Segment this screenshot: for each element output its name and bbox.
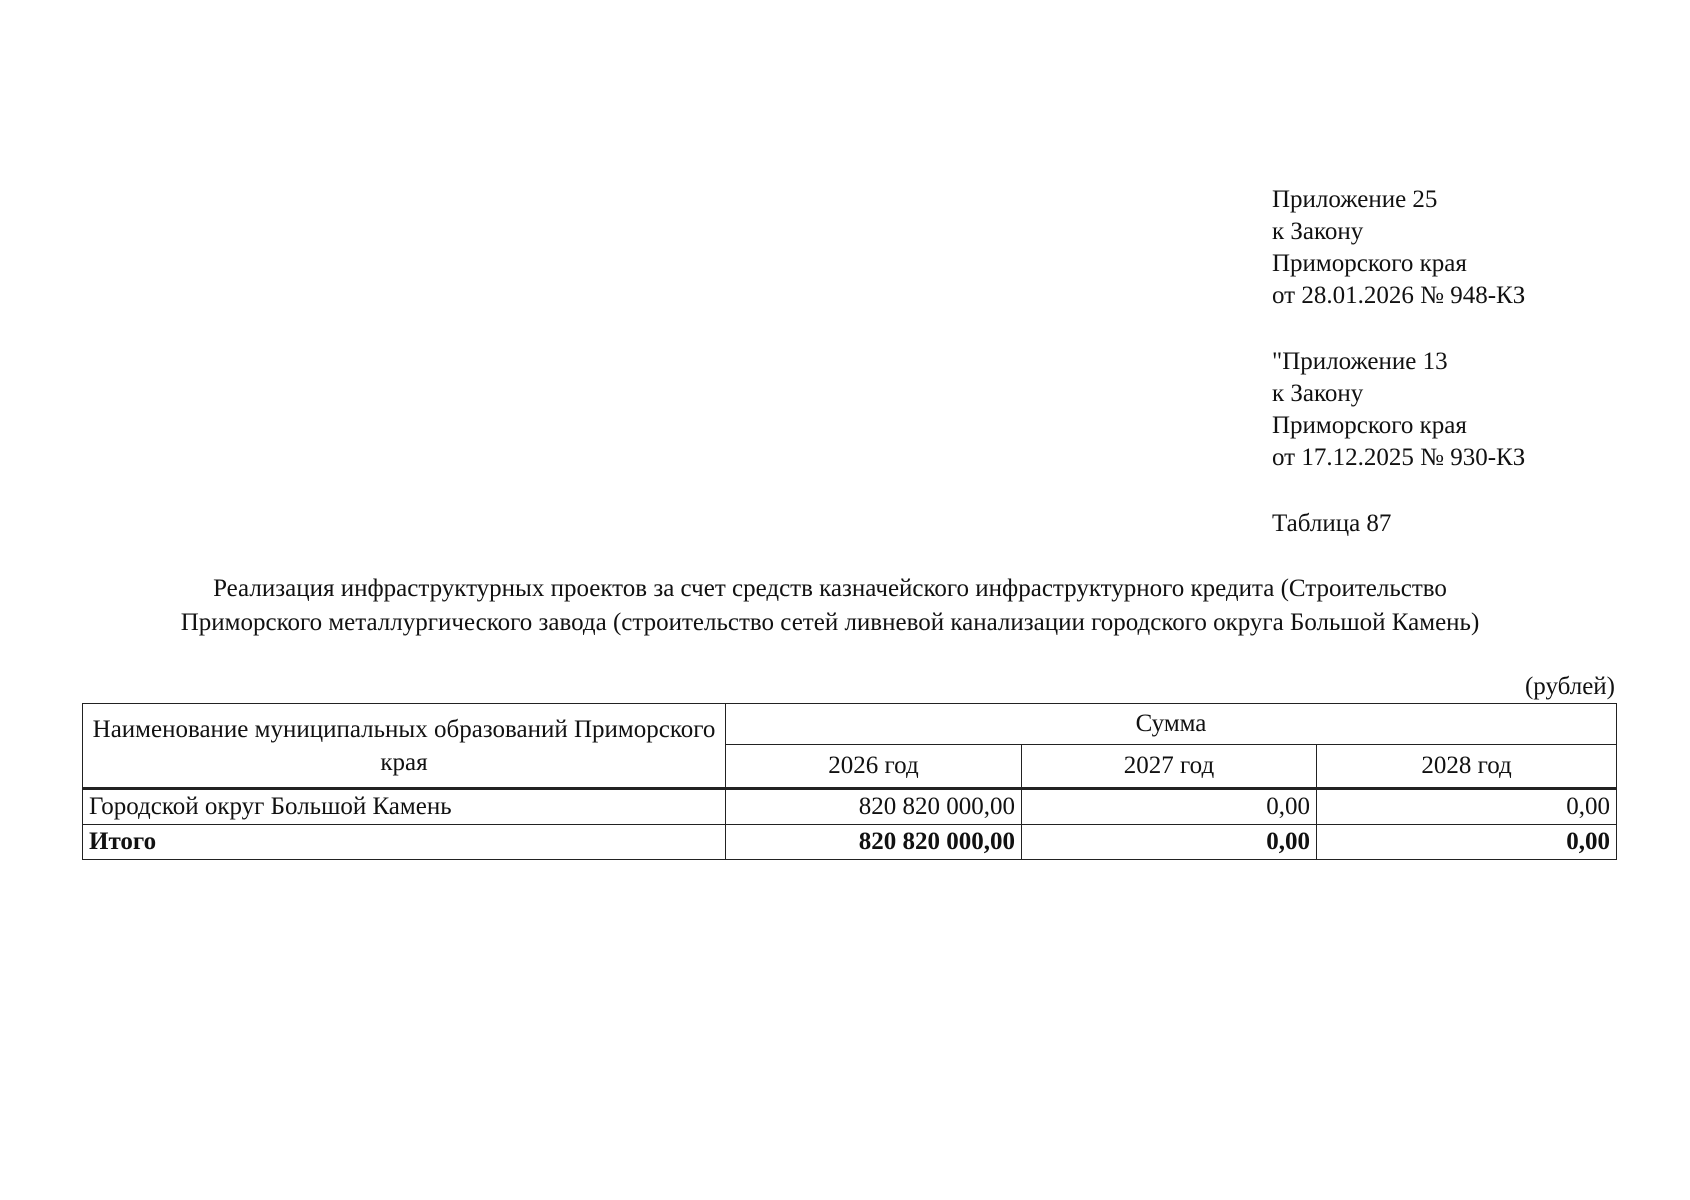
appendix-title: Приложение 25 [1272, 186, 1438, 213]
total-value-2026: 820 820 000,00 [726, 825, 1022, 860]
appendix-date-line: от 17.12.2025 № 930-КЗ [1272, 444, 1526, 471]
title-line-1: Реализация инфраструктурных проектов за счет средств казначейского инфраструктурного кредита (Строительство [213, 575, 1447, 602]
table-number: Таблица 87 [1272, 510, 1392, 537]
appendix-reference-25 [1272, 184, 1525, 312]
table-header-row [83, 704, 1617, 745]
document-title [60, 572, 1600, 640]
row-municipality-name: Городской округ Большой Камень [83, 789, 726, 825]
row-value-2027: 0,00 [1022, 789, 1317, 825]
header-year-2026: 2026 год [726, 745, 1022, 789]
appendix-date-line: от 28.01.2026 № 948-КЗ [1272, 282, 1526, 309]
appendix-region-line: Приморского края [1272, 412, 1467, 439]
total-value-2027: 0,00 [1022, 825, 1317, 860]
header-sum: Сумма [726, 704, 1617, 745]
table-row [83, 789, 1617, 825]
total-value-2028: 0,00 [1317, 825, 1617, 860]
appendix-reference-13 [1272, 346, 1525, 474]
units-label: (рублей) [1524, 673, 1615, 700]
appendix-title: "Приложение 13 [1272, 348, 1448, 375]
row-value-2028: 0,00 [1317, 789, 1617, 825]
total-label: Итого [83, 825, 726, 860]
funding-table [82, 703, 1617, 860]
row-value-2026: 820 820 000,00 [726, 789, 1022, 825]
header-year-2027: 2027 год [1022, 745, 1317, 789]
appendix-law-line: к Закону [1272, 380, 1364, 407]
header-municipality: Наименование муниципальных образований Приморского края [83, 704, 726, 789]
table-total-row [83, 825, 1617, 860]
title-line-2: Приморского металлургического завода (строительство сетей ливневой канализации городского округа Большой Камень) [180, 609, 1480, 636]
appendix-region-line: Приморского края [1272, 250, 1467, 277]
appendix-law-line: к Закону [1272, 218, 1364, 245]
header-year-2028: 2028 год [1317, 745, 1617, 789]
